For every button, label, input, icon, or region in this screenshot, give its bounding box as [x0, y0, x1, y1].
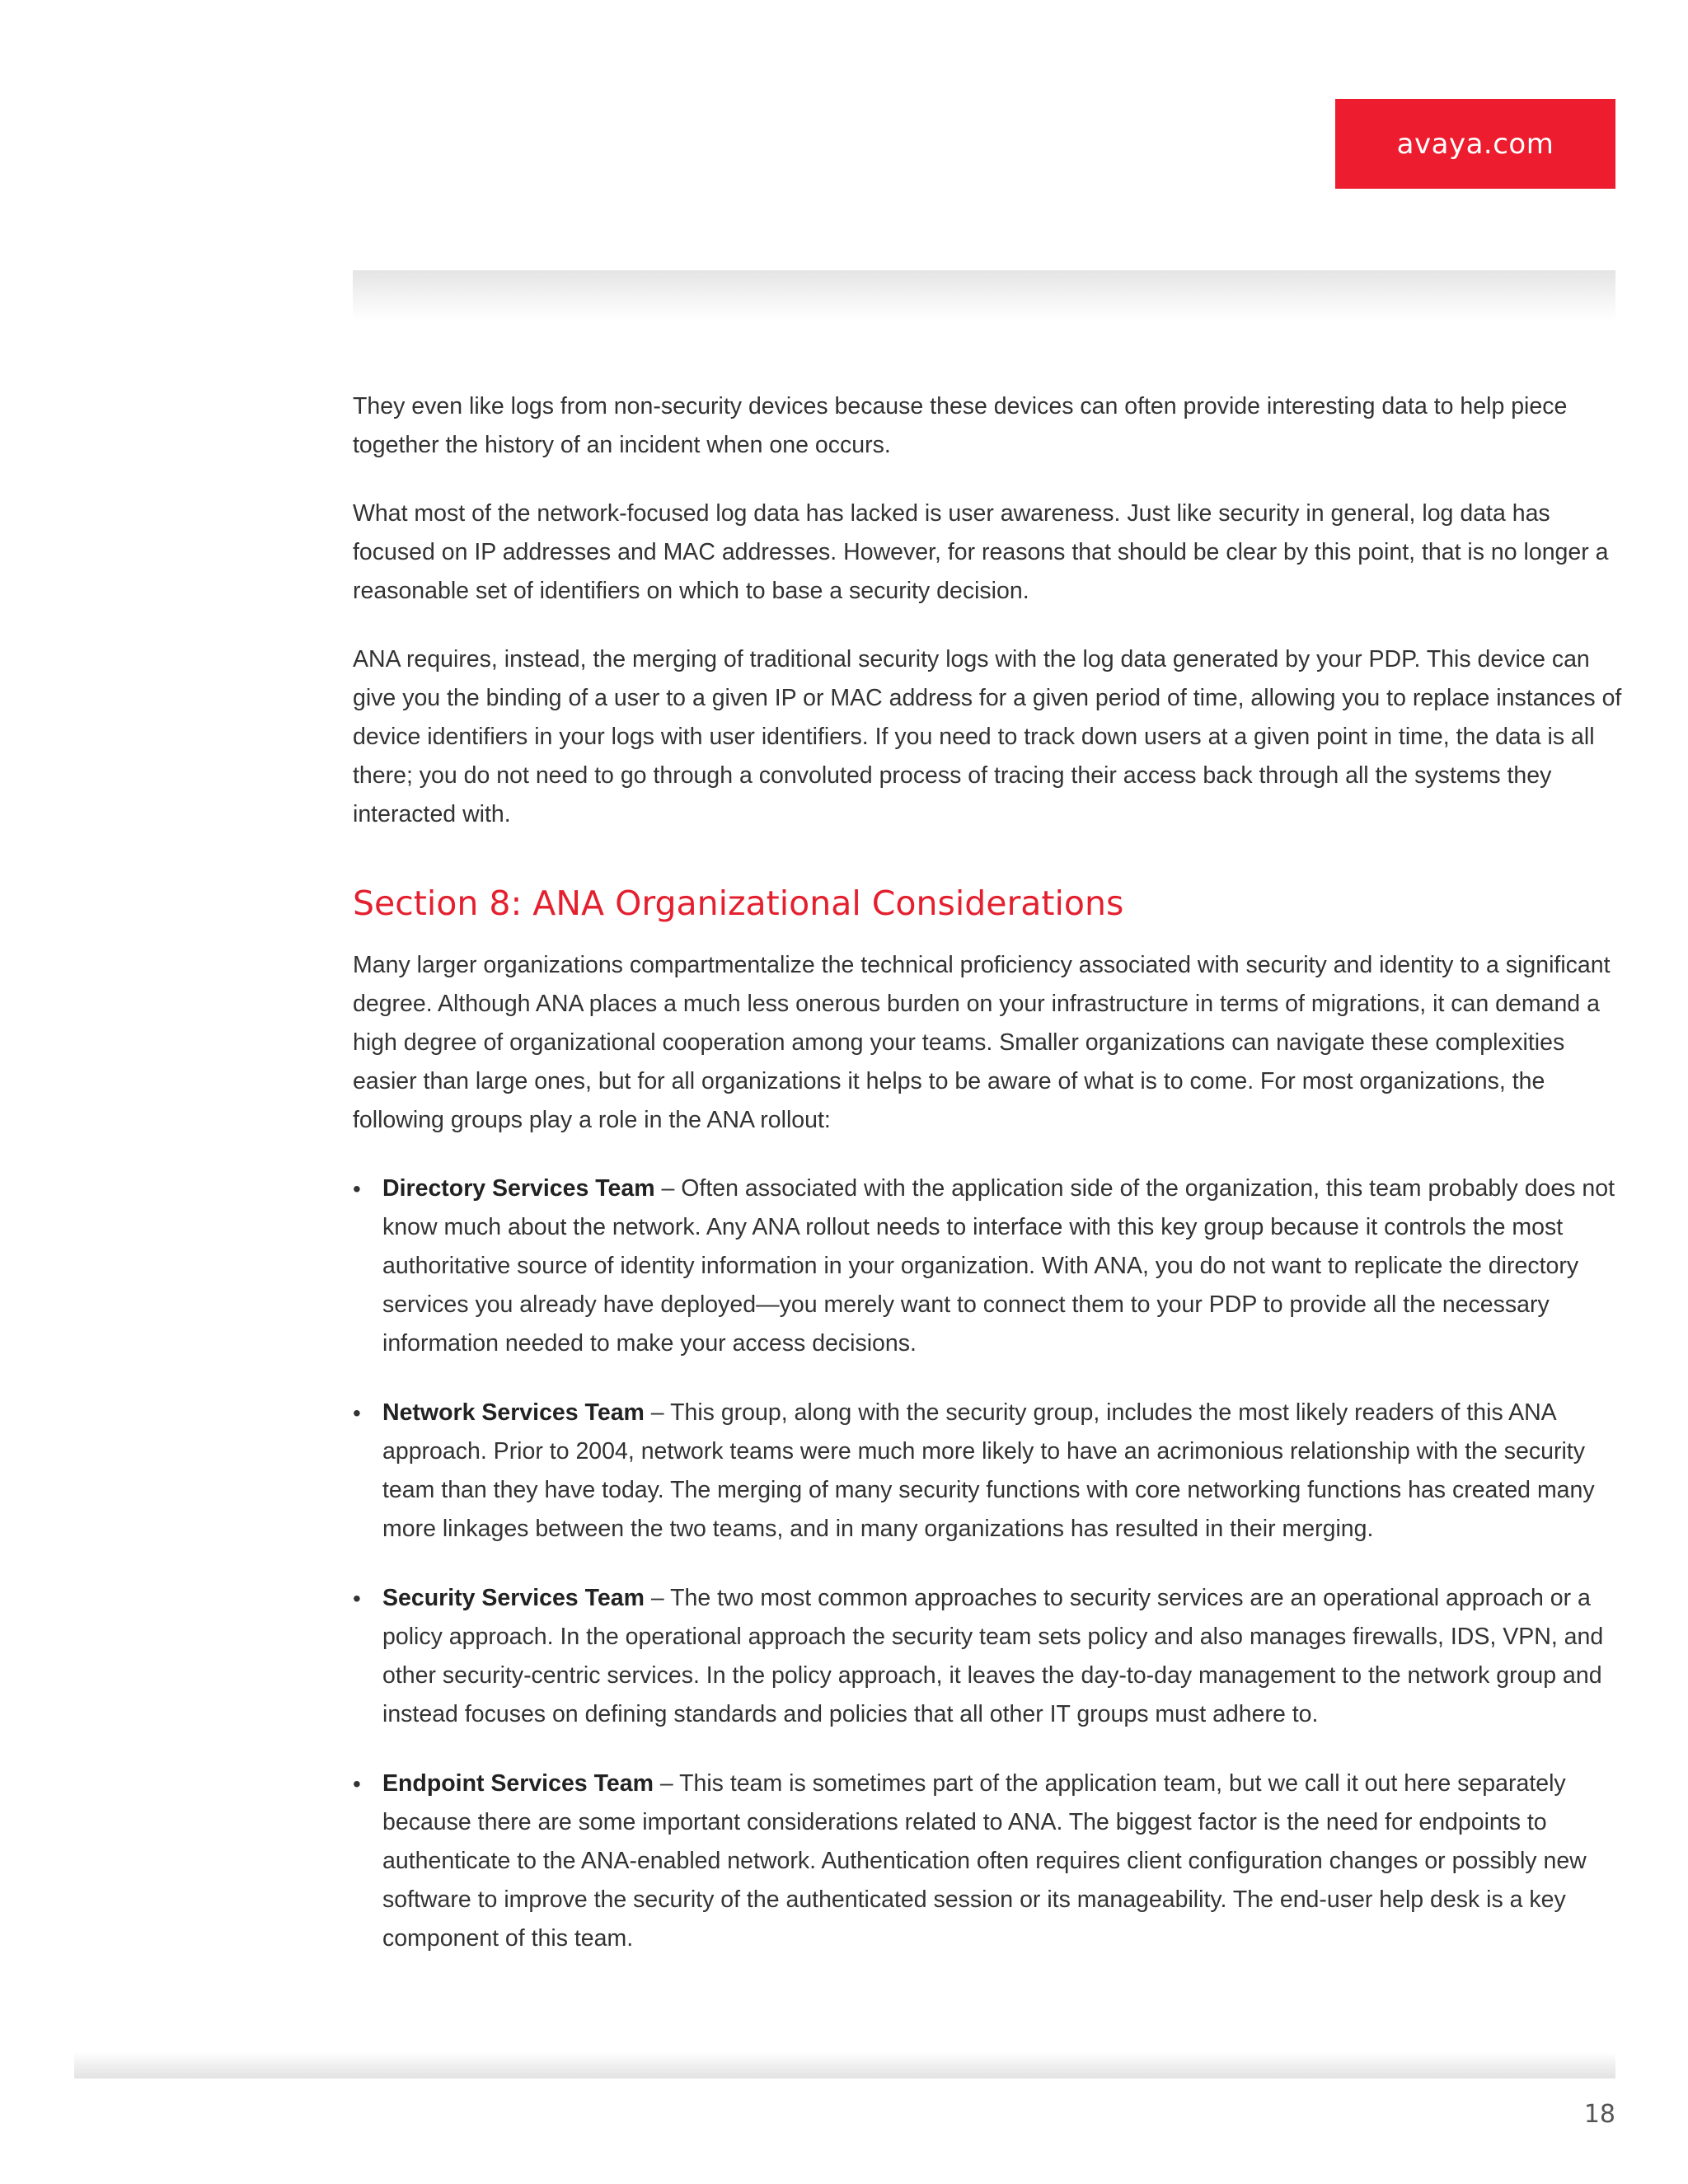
teams-list	[353, 1169, 1622, 1958]
list-item-security-services	[353, 1579, 1622, 1734]
bullet-icon: •	[353, 1400, 361, 1426]
brand-url-text: avaya.com	[1396, 127, 1554, 161]
body-paragraph-2: What most of the network-focused log data has lacked is user awareness. Just like security in general, log data has focused on IP addresses and MAC addresses. However, for reasons that should be clear by this point, that is no longer a reasonable set of identifiers on which to base a security decision.	[353, 500, 1609, 604]
section-intro-paragraph: Many larger organizations compartmentalize the technical proficiency associated with security and identity to a significant degree. Although ANA places a much less onerous burden on your infrastructure in terms of migrations, it can demand a high degree of organizational cooperation among your teams. Smaller organizations can navigate these complexities easier than large ones, but for all organizations it helps to be aware of what is to come. For most organizations, the following groups play a role in the ANA rollout:	[353, 952, 1611, 1133]
list-item-directory-services	[353, 1169, 1622, 1363]
page-number: 18	[1583, 2100, 1615, 2129]
team-description: – This group, along with the security group, includes the most likely readers of this ANA approach. Prior to 2004, network teams were much more likely to have an acrimonious relationship with the security team than they have today. The merging of many security functions with core networking functions has created many more linkages between the two teams, and in many organizations has resulted in their merging.	[382, 1399, 1595, 1542]
bullet-icon: •	[353, 1771, 361, 1797]
team-description: – Often associated with the application side of the organization, this team probably does not know much about the network. Any ANA rollout needs to interface with this key group because it controls the most authoritative source of identity information in your organization. With ANA, you do not want to replicate the directory services you already have deployed—you merely want to connect them to your PDP to provide all the necessary information needed to make your access decisions.	[382, 1175, 1615, 1357]
bullet-icon: •	[353, 1586, 361, 1611]
page-content	[353, 387, 1622, 1989]
team-term: Security Services Team	[382, 1585, 645, 1611]
team-description: – This team is sometimes part of the application team, but we call it out here separately because there are some important considerations related to ANA. The biggest factor is the need for endpoints to authenticate to the ANA-enabled network. Authentication often requires client configuration changes or possibly new software to improve the security of the authenticated session or its manageability. The end-user help desk is a key component of this team.	[382, 1770, 1587, 1952]
bullet-icon: •	[353, 1176, 361, 1202]
list-item-endpoint-services	[353, 1765, 1622, 1958]
footer-divider-bar	[74, 2052, 1615, 2079]
list-item-network-services	[353, 1394, 1622, 1549]
team-description: – The two most common approaches to security services are an operational approach or a policy approach. In the operational approach the security team sets policy and also manages firewalls, IDS, VPN, and other security-centric services. In the policy approach, it leaves the day-to-day management to the network group and instead focuses on defining standards and policies that all other IT groups must adhere to.	[382, 1585, 1604, 1727]
team-term: Endpoint Services Team	[382, 1770, 654, 1797]
avaya-url-badge[interactable]	[1335, 99, 1615, 189]
section-heading: Section 8: ANA Organizational Considerations	[353, 883, 1124, 923]
team-term: Network Services Team	[382, 1399, 645, 1426]
body-paragraph-1: They even like logs from non-security devices because these devices can often provide interesting data to help piece together the history of an incident when one occurs.	[353, 393, 1568, 458]
team-term: Directory Services Team	[382, 1175, 655, 1202]
header-divider-bar	[353, 270, 1615, 321]
body-paragraph-3: ANA requires, instead, the merging of traditional security logs with the log data generated by your PDP. This device can give you the binding of a user to a given IP or MAC address for a given period of time, allowing you to replace instances of device identifiers in your logs with user identifiers. If you need to track down users at a given point in time, the data is all there; you do not need to go through a convoluted process of tracing their access back through all the systems they interacted with.	[353, 646, 1622, 827]
